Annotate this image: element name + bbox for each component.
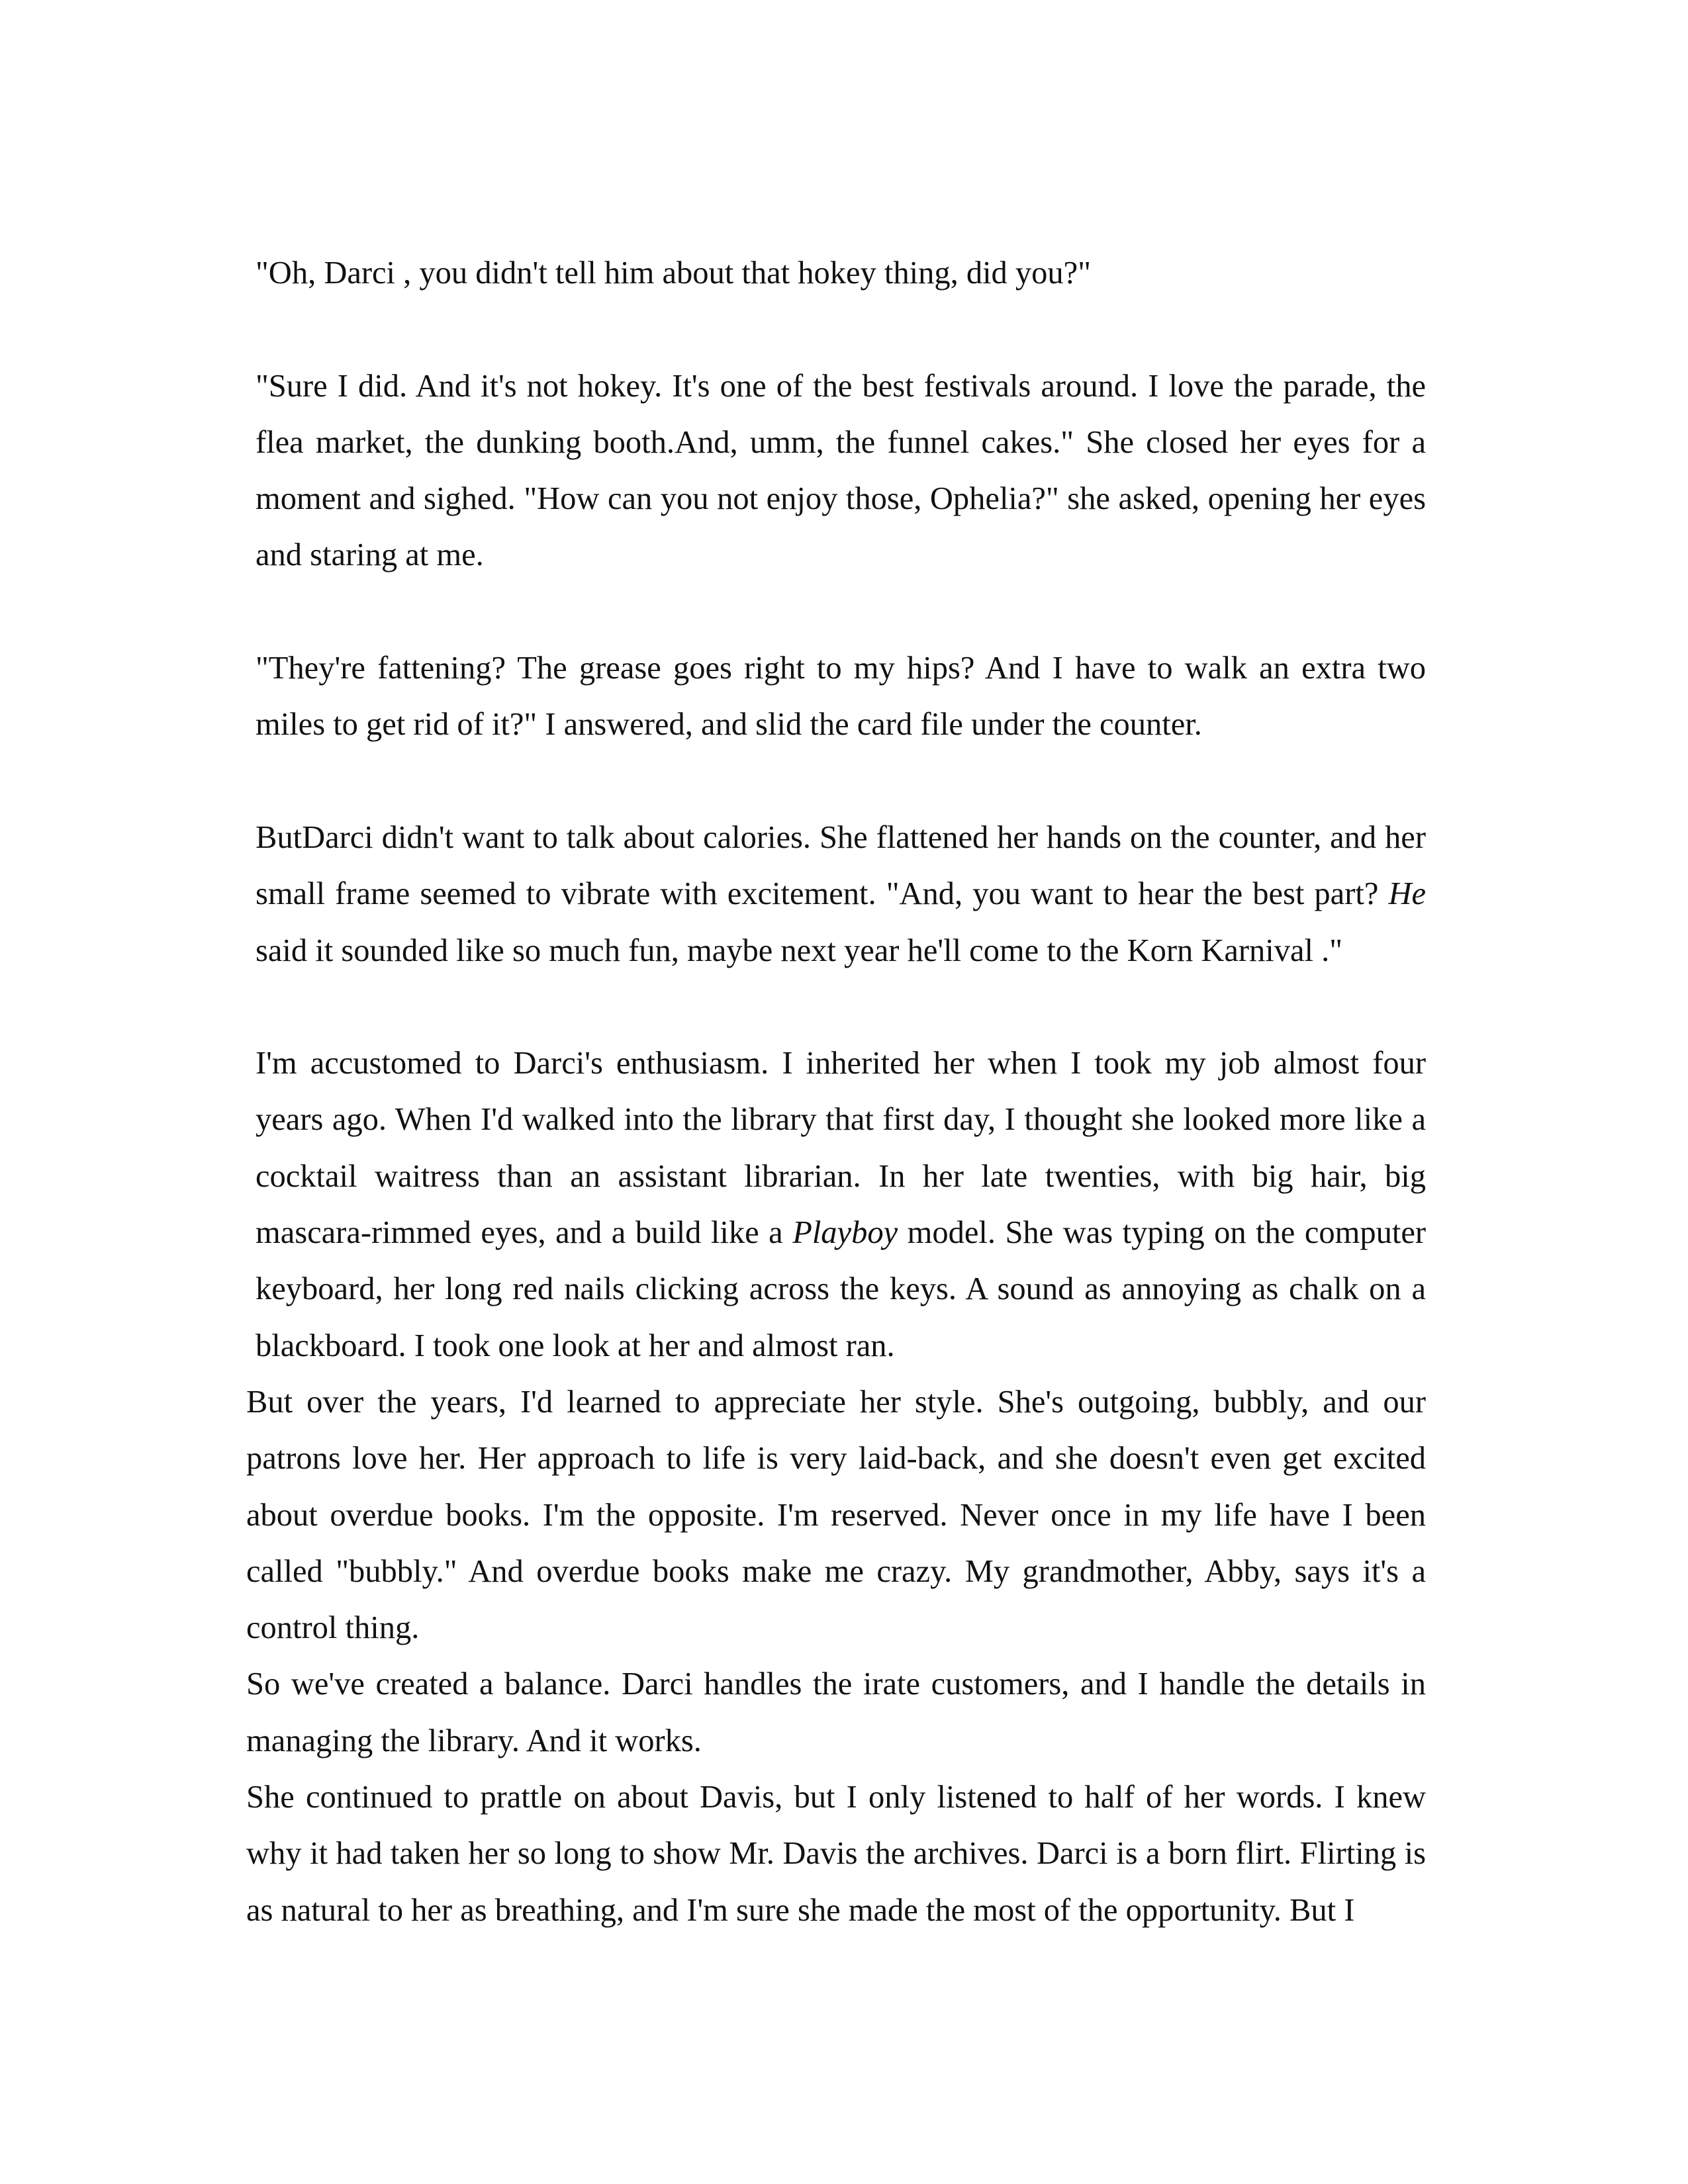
paragraph-5: I'm accustomed to Darci's enthusiasm. I inherited her when I took my job almost four years ago. When I'd walked into the library that first day, I thought she looked more like a cocktail waitress than an assistant librarian. In her late twenties, with big hair, big mascara-rimmed eyes, and a build like a Playboy model. She was typing on the computer keyboard, her long red nails clicking across the keys. A sound as annoying as chalk on a blackboard. I took one look at her and almost ran. — [256, 1046, 1426, 1363]
paragraph-1: "Oh, Darci , you didn't tell him about that hokey thing, did you?" — [256, 255, 1091, 291]
italic-title: Playboy — [792, 1215, 898, 1251]
italic-emphasis: He — [1388, 876, 1426, 912]
paragraph-7: So we've created a balance. Darci handles the irate customers, and I handle the details in managing the library. And it works. — [246, 1666, 1426, 1758]
paragraph-4: ButDarci didn't want to talk about calories. She flattened her hands on the counter, and her small frame seemed to vibrate with excitement. "And, you want to hear the best part? He said it sounded like so much fun, maybe next year he'll come to the Korn Karnival ." — [256, 819, 1426, 968]
paragraph-6: But over the years, I'd learned to appreciate her style. She's outgoing, bubbly, and our patrons love her. Her approach to life is very laid-back, and she doesn't even get excited about overdue books. I'm the opposite. I'm reserved. Never once in my life have I been called "bubbly." And overdue books make me crazy. My grandmother, Abby, says it's a control thing. — [246, 1384, 1426, 1646]
paragraph-3: "They're fattening? The grease goes right to my hips? And I have to walk an extra two miles to get rid of it?" I answered, and slid the card file under the counter. — [256, 651, 1426, 743]
paragraph-8: She continued to prattle on about Davis, but I only listened to half of her words. I knew why it had taken her so long to show Mr. Davis the archives. Darci is a born flirt. Flirting is as natural to her as breathing, and I'm sure she made the most of the opportunity. But I — [246, 1780, 1426, 1928]
paragraph-2: "Sure I did. And it's not hokey. It's one of the best festivals around. I love the parade, the flea market, the dunking booth.And, umm, the funnel cakes." She closed her eyes for a moment and sighed. "How can you not enjoy those, Ophelia?" she asked, opening her eyes and staring at me. — [256, 368, 1426, 573]
body-text — [246, 245, 1426, 1938]
